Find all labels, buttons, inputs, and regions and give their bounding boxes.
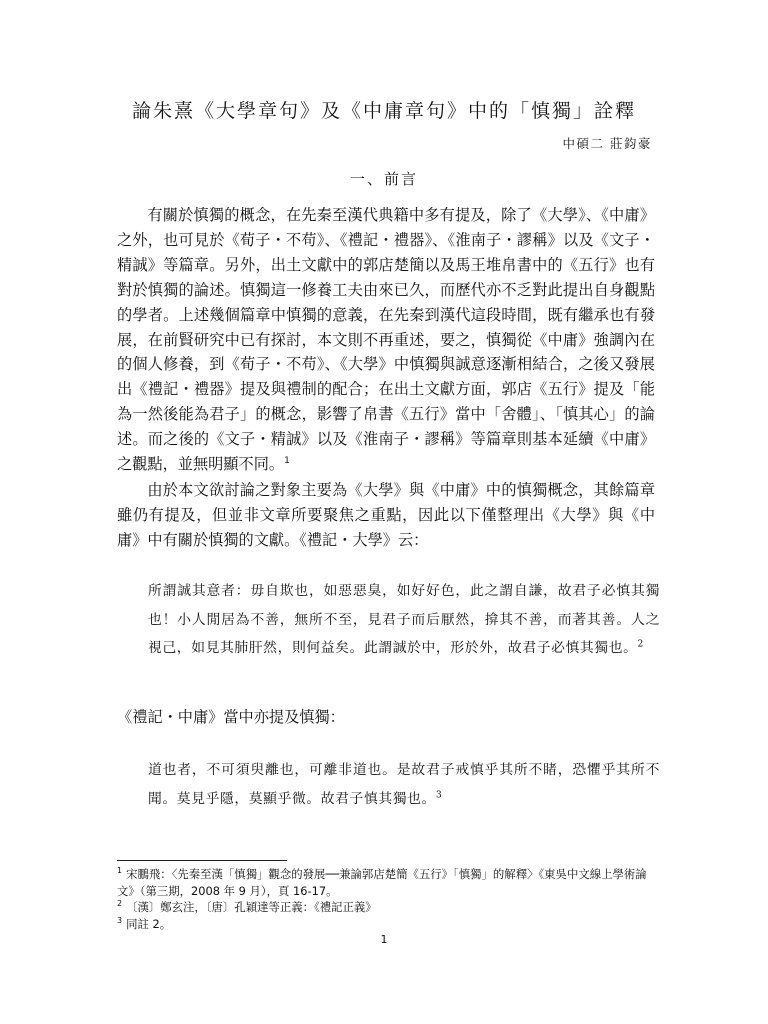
page-number: 1 — [380, 933, 388, 946]
author-line: 中碩二 莊鈞豪 — [562, 136, 652, 151]
paragraph-intro — [117, 203, 655, 477]
footnote-ref[interactable]: 2 — [637, 639, 644, 650]
footnote-number: 1 — [117, 866, 123, 876]
footnote-separator — [117, 860, 287, 861]
footnote-ref[interactable]: 3 — [435, 789, 443, 800]
footnote-number: 2 — [117, 899, 123, 909]
footnote-text: 〔漢〕鄭玄注，〔唐〕孔穎達等正義：《禮記正義》 — [126, 900, 377, 914]
footnote-number: 3 — [117, 915, 123, 925]
quote-lead-zhongyong: 《禮記・中庸》當中亦提及慎獨： — [117, 708, 345, 726]
quote-text: 所謂誠其意者：毋自欺也，如惡惡臭，如好好色，此之謂自謙，故君子必慎其獨也！小人閒居為不善，無所不至，見君子而后厭然，揜其不善，而著其善。人之視己，如見其肺肝然，則何益矣。此謂誠於中，形於外，故君子必慎其獨也。 — [148, 583, 660, 656]
footnotes — [117, 866, 655, 932]
paragraph-text: 有關於慎獨的概念，在先秦至漢代典籍中多有提及，除了《大學》、《中庸》之外，也可見於《荀子・不苟》、《禮記・禮器》、《淮南子・謬稱》以及《文子・精誠》等篇章。另外，出土文獻中的郭店楚簡以及馬王堆帛書中的《五行》也有對於慎獨的論述。慎獨這一修養工夫由來已久，而歷代亦不乏對此提出自身觀點的學者。上述幾個篇章中慎獨的意義，在先秦到漢代這段時間，既有繼承也有發展，在前賢研究中已有探討，本文則不再重述，要之，慎獨從《中庸》強調內在的個人修養，到《荀子・不苟》、《大學》中慎獨與誠意逐漸相結合，之後又發展出《禮記・禮器》提及與禮制的配合；在出土文獻方面，郭店《五行》提及「能為一然後能為君子」的概念，影響了帛書《五行》當中「舍體」、「慎其心」的論述。而之後的《文子・精誠》以及《淮南子・謬稱》等篇章則基本延續《中庸》之觀點，並無明顯不同。 — [117, 206, 655, 474]
block-quote-zhongyong — [148, 756, 660, 813]
quote-text: 道也者，不可須臾離也，可離非道也。是故君子戒慎乎其所不睹，恐懼乎其所不聞。莫見乎隱，莫顯乎微。故君子慎其獨也。 — [148, 762, 660, 807]
footnote-text: 宋鵬飛：〈先秦至漢「慎獨」觀念的發展──兼論郭店楚簡《五行》「慎獨」的解釋〉《東吳中文線上學術論文》（第三期，2008 年 9 月），頁 16-17。 — [117, 867, 647, 898]
footnote-item — [117, 899, 655, 916]
footnote-text: 同註 2。 — [126, 916, 172, 931]
footnote-item — [117, 916, 655, 933]
block-quote-daxue — [148, 577, 660, 663]
footnote-item — [117, 866, 655, 899]
paper-title: 論朱熹《大學章句》及《中庸章句》中的「慎獨」詮釋 — [131, 100, 636, 122]
section-heading: 一、前言 — [349, 170, 418, 188]
footnote-ref[interactable]: 1 — [284, 456, 290, 466]
paragraph-scope: 由於本文欲討論之對象主要為《大學》與《中庸》中的慎獨概念，其餘篇章雖仍有提及，但並非文章所要聚焦之重點，因此以下僅整理出《大學》與《中庸》中有關於慎獨的文獻。《禮記・大學》云： — [117, 481, 655, 549]
